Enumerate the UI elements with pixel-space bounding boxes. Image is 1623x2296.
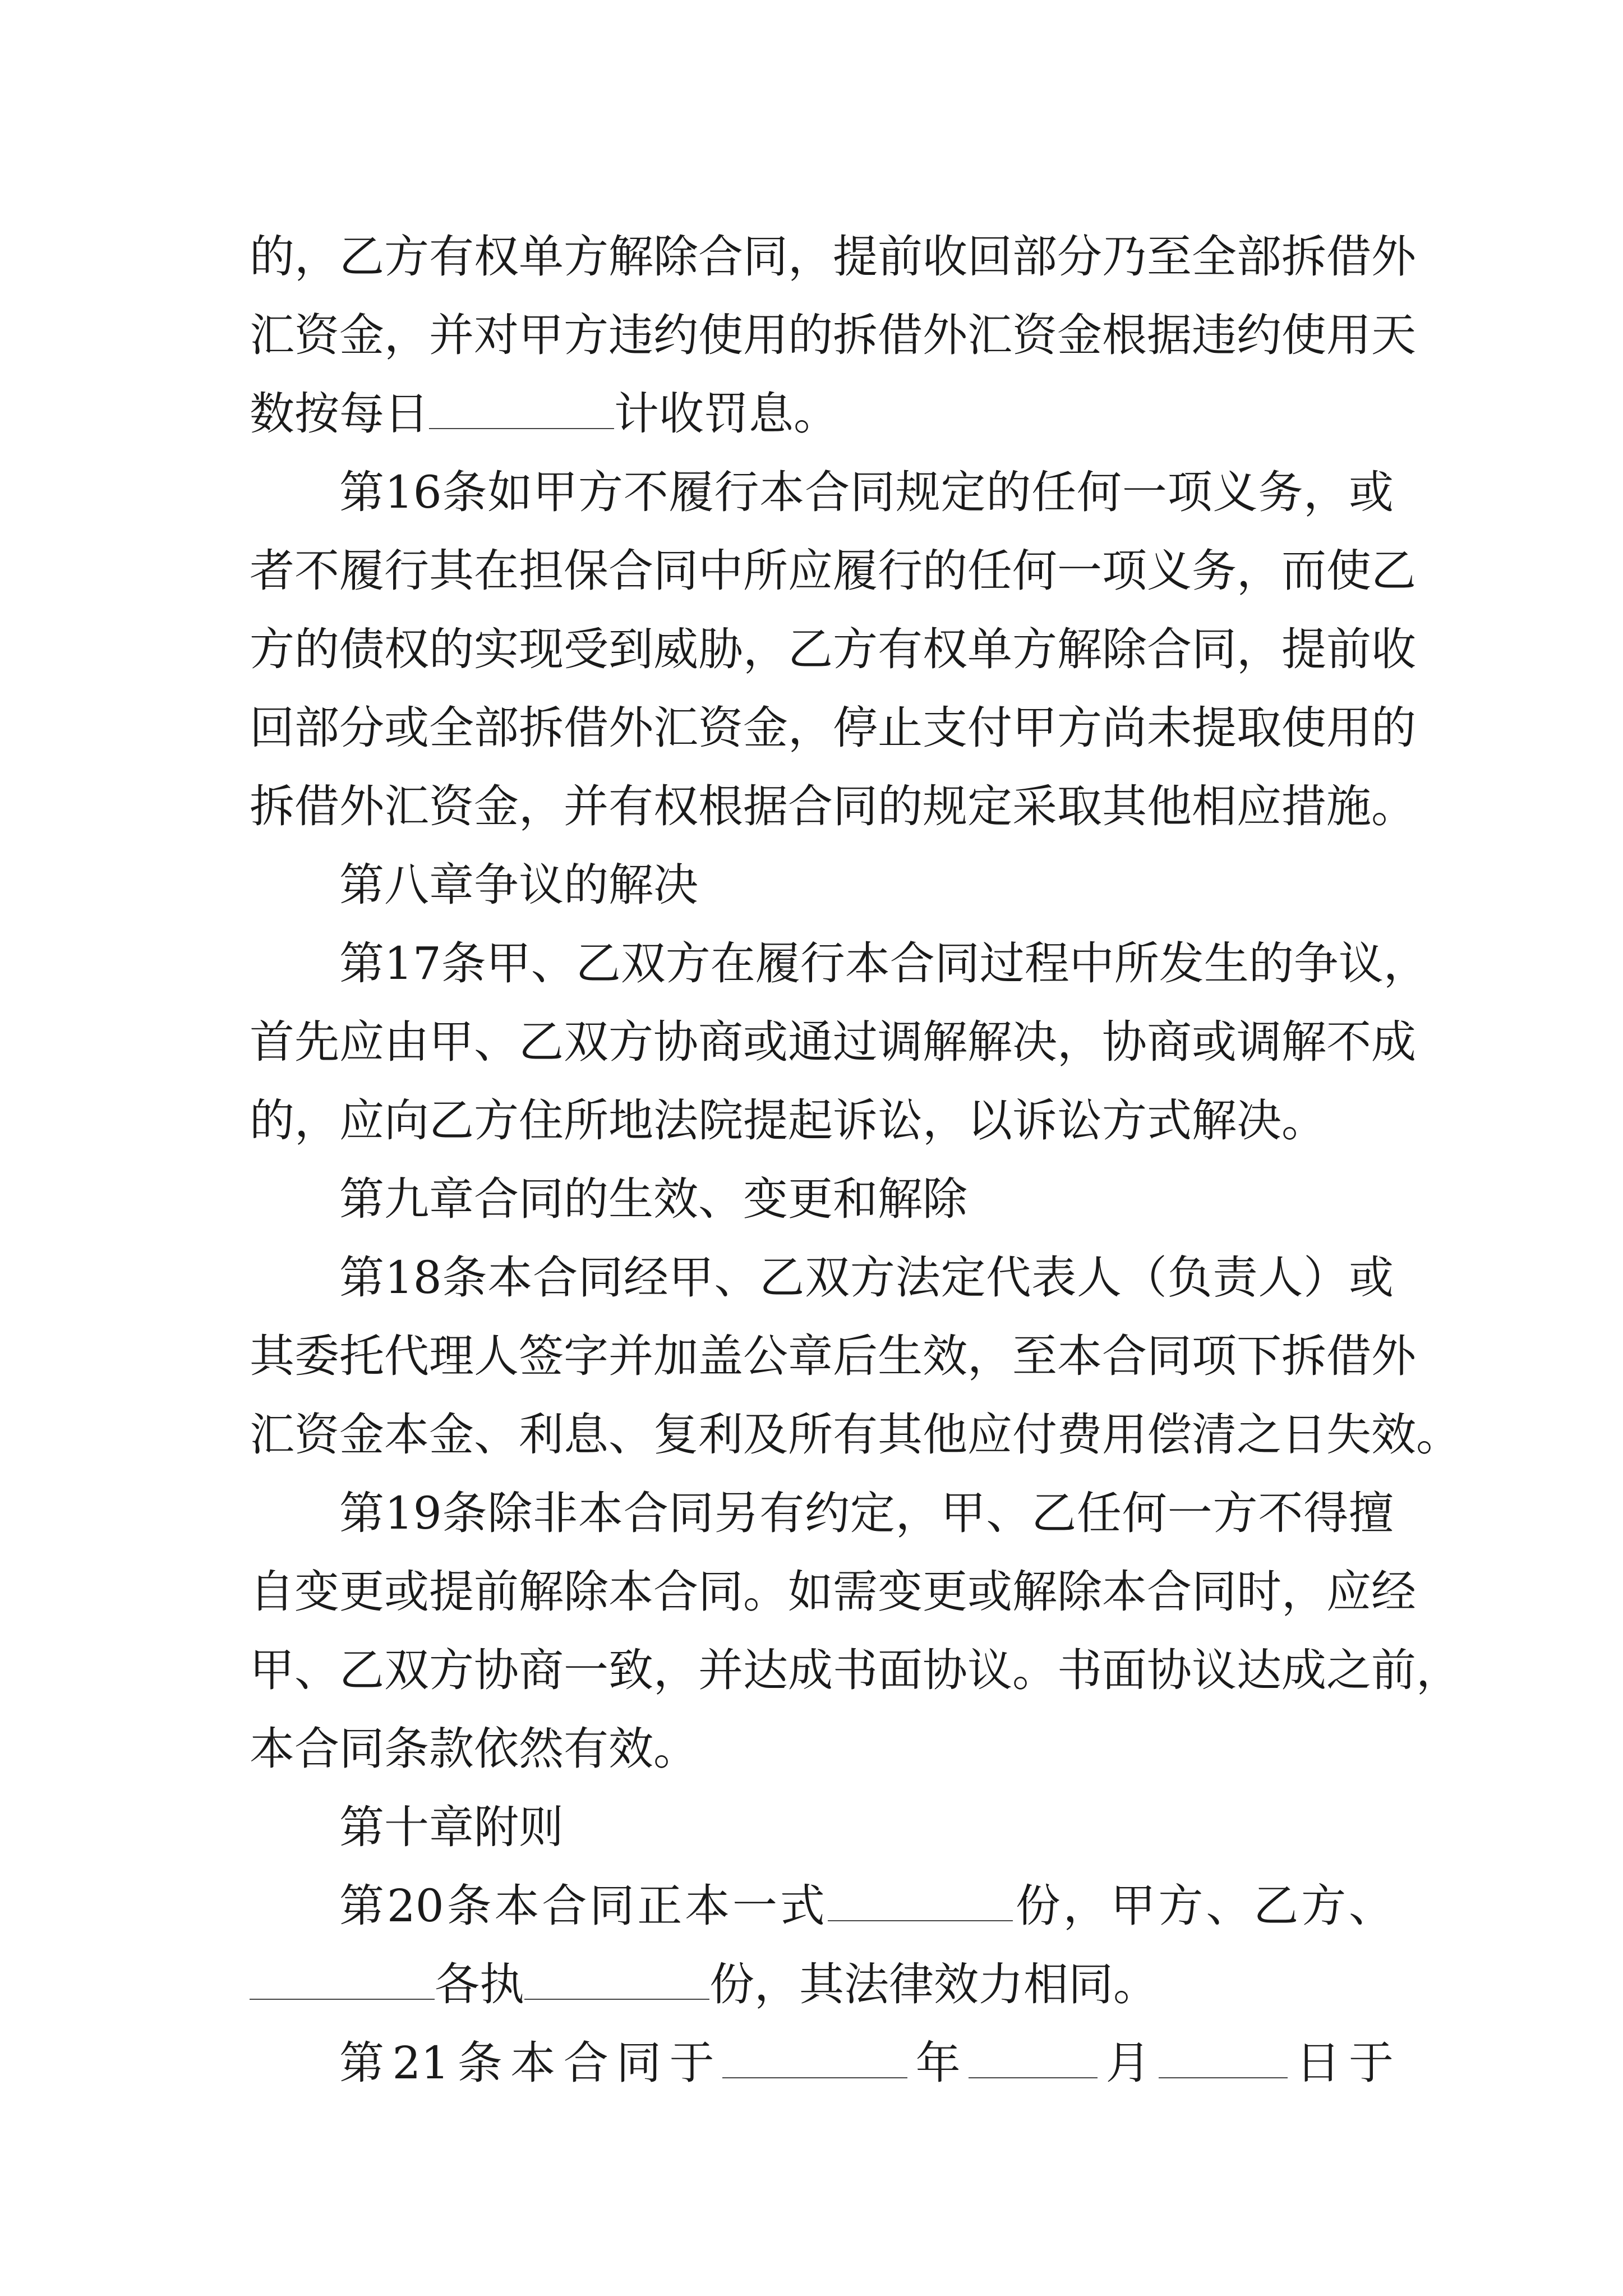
text-line: 其委托代理人签字并加盖公章后生效，至本合同项下拆借外 [250,1330,1416,1382]
article-17: 第17条甲、乙双方在履行本合同过程中所发生的争议， [339,937,1428,990]
text-line: 自变更或提前解除本合同。如需变更或解除本合同时，应经 [250,1566,1416,1618]
text-line: 方的债权的实现受到威胁，乙方有权单方解除合同，提前收 [250,623,1416,675]
article-16: 第16条如甲方不履行本合同规定的任何一项义务，或 [339,466,1394,518]
text-fragment: 份，其法律效力相同。 [709,1958,1158,2010]
article-21 [339,2024,1394,2102]
text-line: 者不履行其在担保合同中所应履行的任何一项义务，而使乙 [250,545,1416,597]
fill-in-blank [524,1965,709,2000]
text-line [250,1945,1394,2024]
text-fragment: 日于 [1288,2037,1394,2089]
text-fragment: 第21条本合同于 [339,2037,723,2089]
fill-in-blank [722,2044,907,2078]
fill-in-blank [250,1965,435,2000]
chapter-heading: 第九章合同的生效、变更和解除 [339,1173,967,1225]
fill-in-blank [969,2044,1098,2078]
text-fragment: 各执 [435,1958,524,2010]
text-fragment: 计收罚息。 [614,388,838,440]
text-line: 拆借外汇资金，并有权根据合同的规定采取其他相应措施。 [250,780,1416,832]
text-fragment: 份，甲方、乙方、 [1012,1880,1394,1932]
text-line: 甲、乙双方协商一致，并达成书面协议。书面协议达成之前， [250,1644,1461,1696]
fill-in-blank [1159,2044,1288,2078]
text-fragment: 第20条本合同正本一式 [339,1880,828,1932]
text-line: 汇资金，并对甲方违约使用的拆借外汇资金根据违约使用天 [250,309,1416,361]
fill-in-blank [828,1887,1013,1921]
chapter-heading: 第十章附则 [339,1801,564,1853]
article-19: 第19条除非本合同另有约定，甲、乙任何一方不得擅 [339,1487,1394,1539]
text-line: 回部分或全部拆借外汇资金，停止支付甲方尚未提取使用的 [250,702,1416,754]
text-line: 本合同条款依然有效。 [250,1723,698,1775]
text-fragment: 数按每日 [250,388,429,440]
text-line: 的，应向乙方住所地法院提起诉讼，以诉讼方式解决。 [250,1094,1326,1147]
text-line: 的，乙方有权单方解除合同，提前收回部分乃至全部拆借外 [250,231,1416,283]
chapter-heading: 第八章争议的解决 [339,859,698,911]
text-line: 汇资金本金、利息、复利及所有其他应付费用偿清之日失效。 [250,1409,1461,1461]
fill-in-blank [429,394,614,429]
article-20 [339,1867,1394,1945]
text-line: 首先应由甲、乙双方协商或通过调解解决，协商或调解不成 [250,1016,1416,1068]
text-fragment: 年 [907,2037,969,2089]
text-line [250,375,1394,453]
article-18: 第18条本合同经甲、乙双方法定代表人（负责人）或 [339,1251,1394,1304]
text-fragment: 月 [1098,2037,1159,2089]
